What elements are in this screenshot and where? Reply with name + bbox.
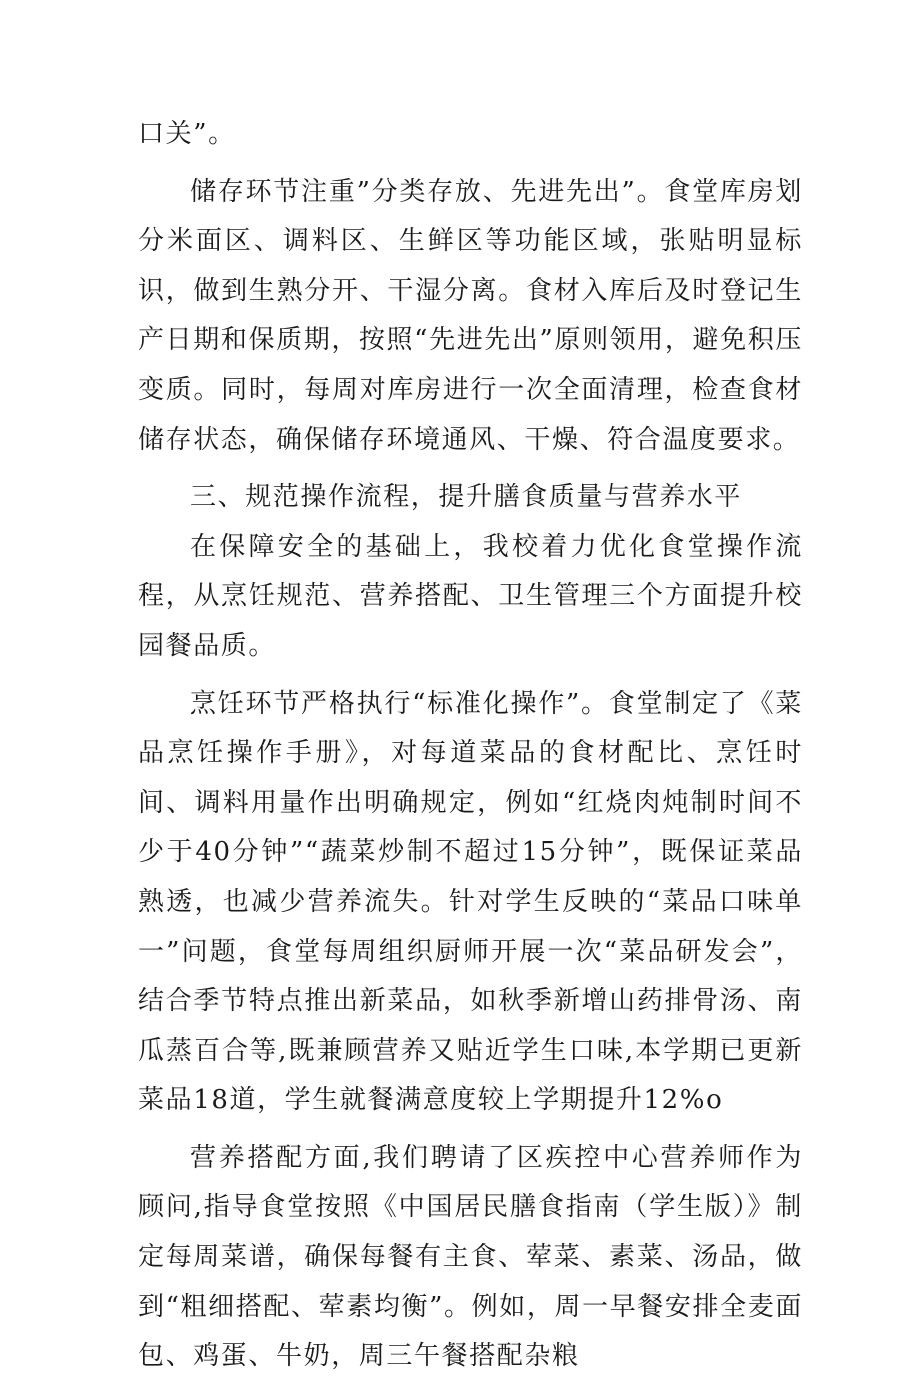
- paragraph-intro: 在保障安全的基础上，我校着力优化食堂操作流程，从烹饪规范、营养搭配、卫生管理三个方面提升校园餐品质。: [138, 531, 803, 661]
- paragraph-continuation: 口关”。: [138, 119, 236, 149]
- paragraph-nutrition: 营养搭配方面,我们聘请了区疾控中心营养师作为顾问,指导食堂按照《中国居民膳食指南（学生版）》制定每周菜谱，确保每餐有主食、荤菜、素菜、汤品，做到“粗细搭配、荤素均衡”。例如，周一早餐安排全麦面包、鸡蛋、牛奶，周三午餐搭配杂粮: [138, 1142, 803, 1372]
- document-body: [138, 110, 803, 1382]
- section-heading: 三、规范操作流程，提升膳食质量与营养水平: [190, 482, 743, 513]
- paragraph-cooking: 烹饪环节严格执行“标准化操作”。食堂制定了《菜品烹饪操作手册》，对每道菜品的食材配比、烹饪时间、调料用量作出明确规定，例如“红烧肉炖制时间不少于40分钟”“蔬菜炒制不超过15分钟”，既保证菜品熟透，也减少营养流失。针对学生反映的“菜品口味单一”问题，食堂每周组织厨师开展一次“菜品研发会”，结合季节特点推出新菜品，如秋季新增山药排骨汤、南瓜蒸百合等,既兼顾营养又贴近学生口味,本学期已更新菜品18道，学生就餐满意度较上学期提升12%o: [138, 688, 803, 1116]
- paragraph-storage: 储存环节注重”分类存放、先进先出”。食堂库房划分米面区、调料区、生鲜区等功能区域，张贴明显标识，做到生熟分开、干湿分离。食材入库后及时登记生产日期和保质期，按照“先进先出”原则领用，避免积压变质。同时，每周对库房进行一次全面清理，检查食材储存状态，确保储存环境通风、干燥、符合温度要求。: [138, 176, 803, 455]
